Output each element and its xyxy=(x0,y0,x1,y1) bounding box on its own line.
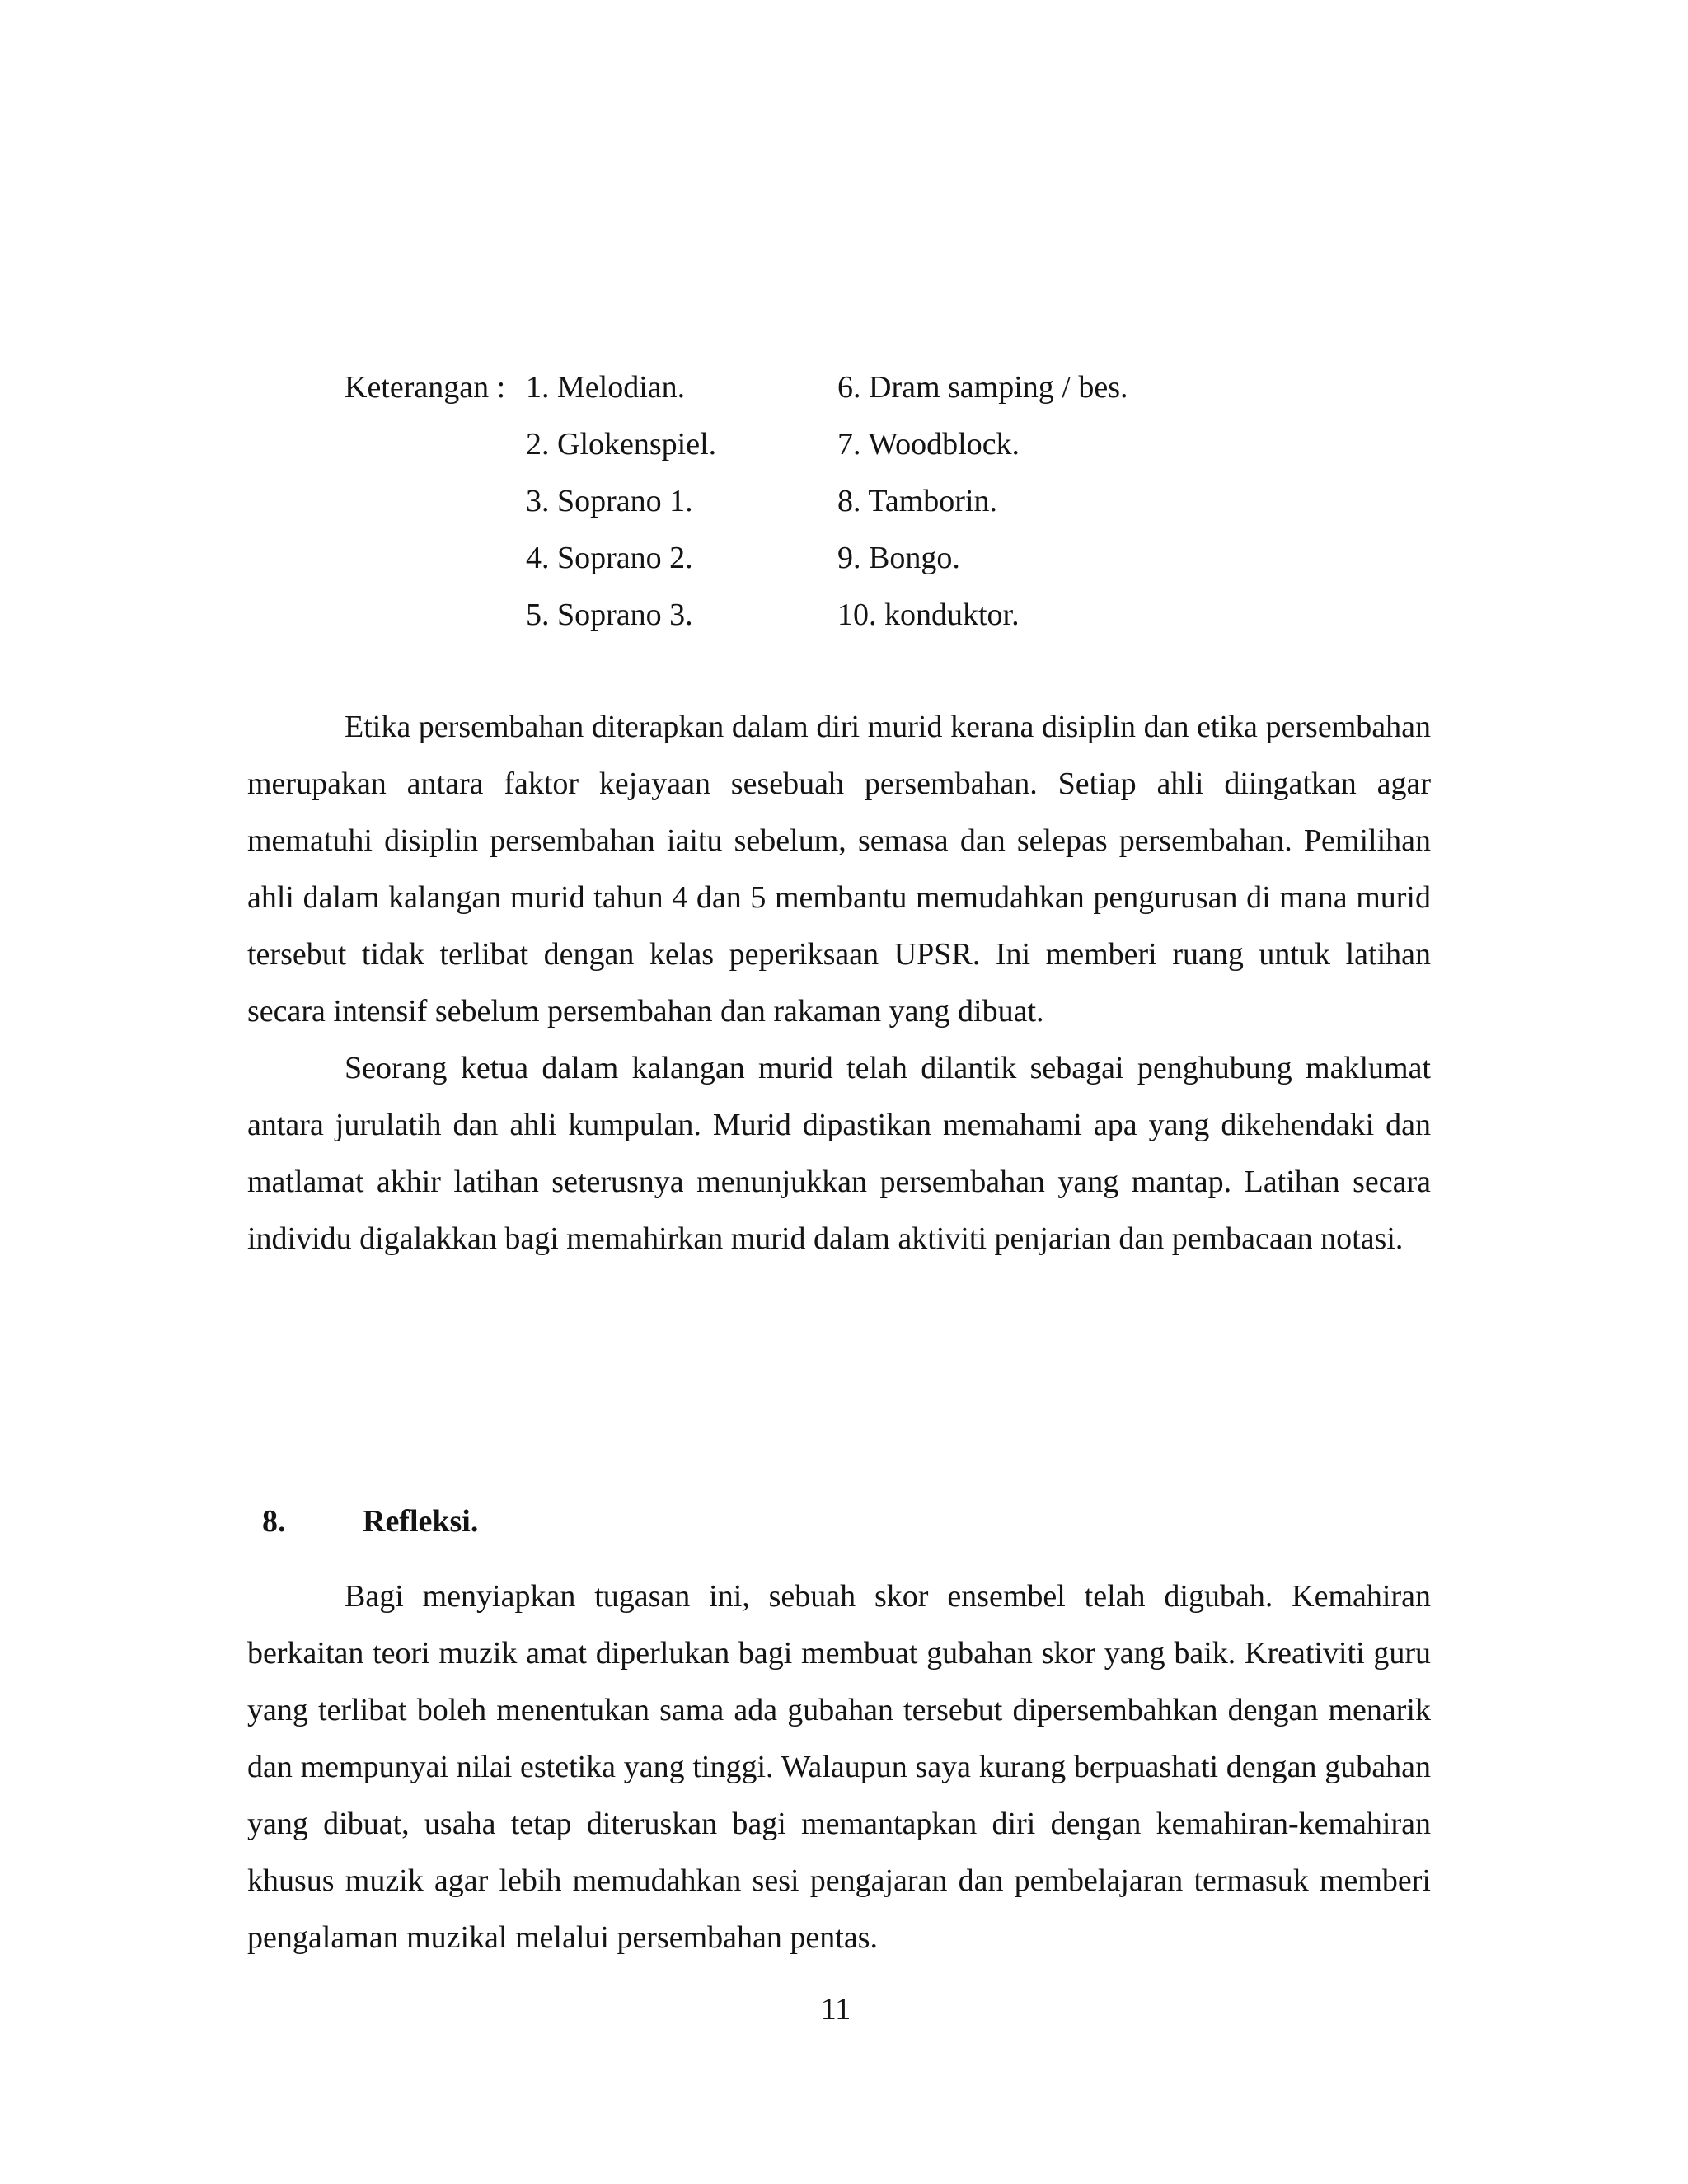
section-number: 8. xyxy=(262,1504,286,1539)
legend-label: Keterangan : xyxy=(345,370,506,405)
legend-row xyxy=(345,359,1169,416)
legend-item: 6. Dram samping / bes. xyxy=(837,370,1128,405)
body-text-block xyxy=(247,699,1431,1268)
legend-item: 3. Soprano 1. xyxy=(526,484,693,518)
instrument-legend xyxy=(345,359,1169,644)
legend-item: 2. Glokenspiel. xyxy=(526,427,717,462)
legend-row xyxy=(345,416,1169,473)
legend-item: 7. Woodblock. xyxy=(837,427,1020,462)
legend-item: 4. Soprano 2. xyxy=(526,541,693,575)
paragraph-refleksi: Bagi menyiapkan tugasan ini, sebuah skor ensembel telah digubah. Kemahiran berkaitan teori muzik amat diperlukan bagi membuat gubahan skor yang baik. Kreativiti guru yang terlibat boleh menentukan sama ada gubahan tersebut dipersembahkan dengan menarik dan mempunyai nilai estetika yang tinggi. Walaupun saya kurang berpuashati dengan gubahan yang dibuat, usaha tetap diteruskan bagi memantapkan diri dengan kemahiran-kemahiran khusus muzik agar lebih memudahkan sesi pengajaran dan pembelajaran termasuk memberi pengalaman muzikal melalui persembahan pentas. xyxy=(247,1579,1431,1955)
legend-row xyxy=(345,473,1169,530)
legend-item: 9. Bongo. xyxy=(837,541,960,575)
page-number: 11 xyxy=(820,1992,851,2027)
paragraph-etika: Etika persembahan diterapkan dalam diri murid kerana disiplin dan etika persembahan merupakan antara faktor kejayaan sesebuah persembahan. Setiap ahli diingatkan agar mematuhi disiplin persembahan iaitu sebelum, semasa dan selepas persembahan. Pemilihan ahli dalam kalangan murid tahun 4 dan 5 membantu memudahkan pengurusan di mana murid tersebut tidak terlibat dengan kelas peperiksaan UPSR. Ini memberi ruang untuk latihan secara intensif sebelum persembahan dan rakaman yang dibuat. xyxy=(247,710,1431,1029)
legend-item: 8. Tamborin. xyxy=(837,484,998,518)
legend-row xyxy=(345,587,1169,644)
legend-item: 10. konduktor. xyxy=(837,598,1020,632)
legend-item: 5. Soprano 3. xyxy=(526,598,693,632)
legend-row xyxy=(345,530,1169,587)
paragraph-ketua: Seorang ketua dalam kalangan murid telah dilantik sebagai penghubung maklumat antara jurulatih dan ahli kumpulan. Murid dipastikan memahami apa yang dikehendaki dan matlamat akhir latihan seterusnya menunjukkan persembahan yang mantap. Latihan secara individu digalakkan bagi memahirkan murid dalam aktiviti penjarian dan pembacaan notasi. xyxy=(247,1051,1431,1256)
legend-item: 1. Melodian. xyxy=(526,370,686,405)
section-title: Refleksi. xyxy=(363,1504,479,1539)
body-text-block xyxy=(247,1568,1431,1966)
